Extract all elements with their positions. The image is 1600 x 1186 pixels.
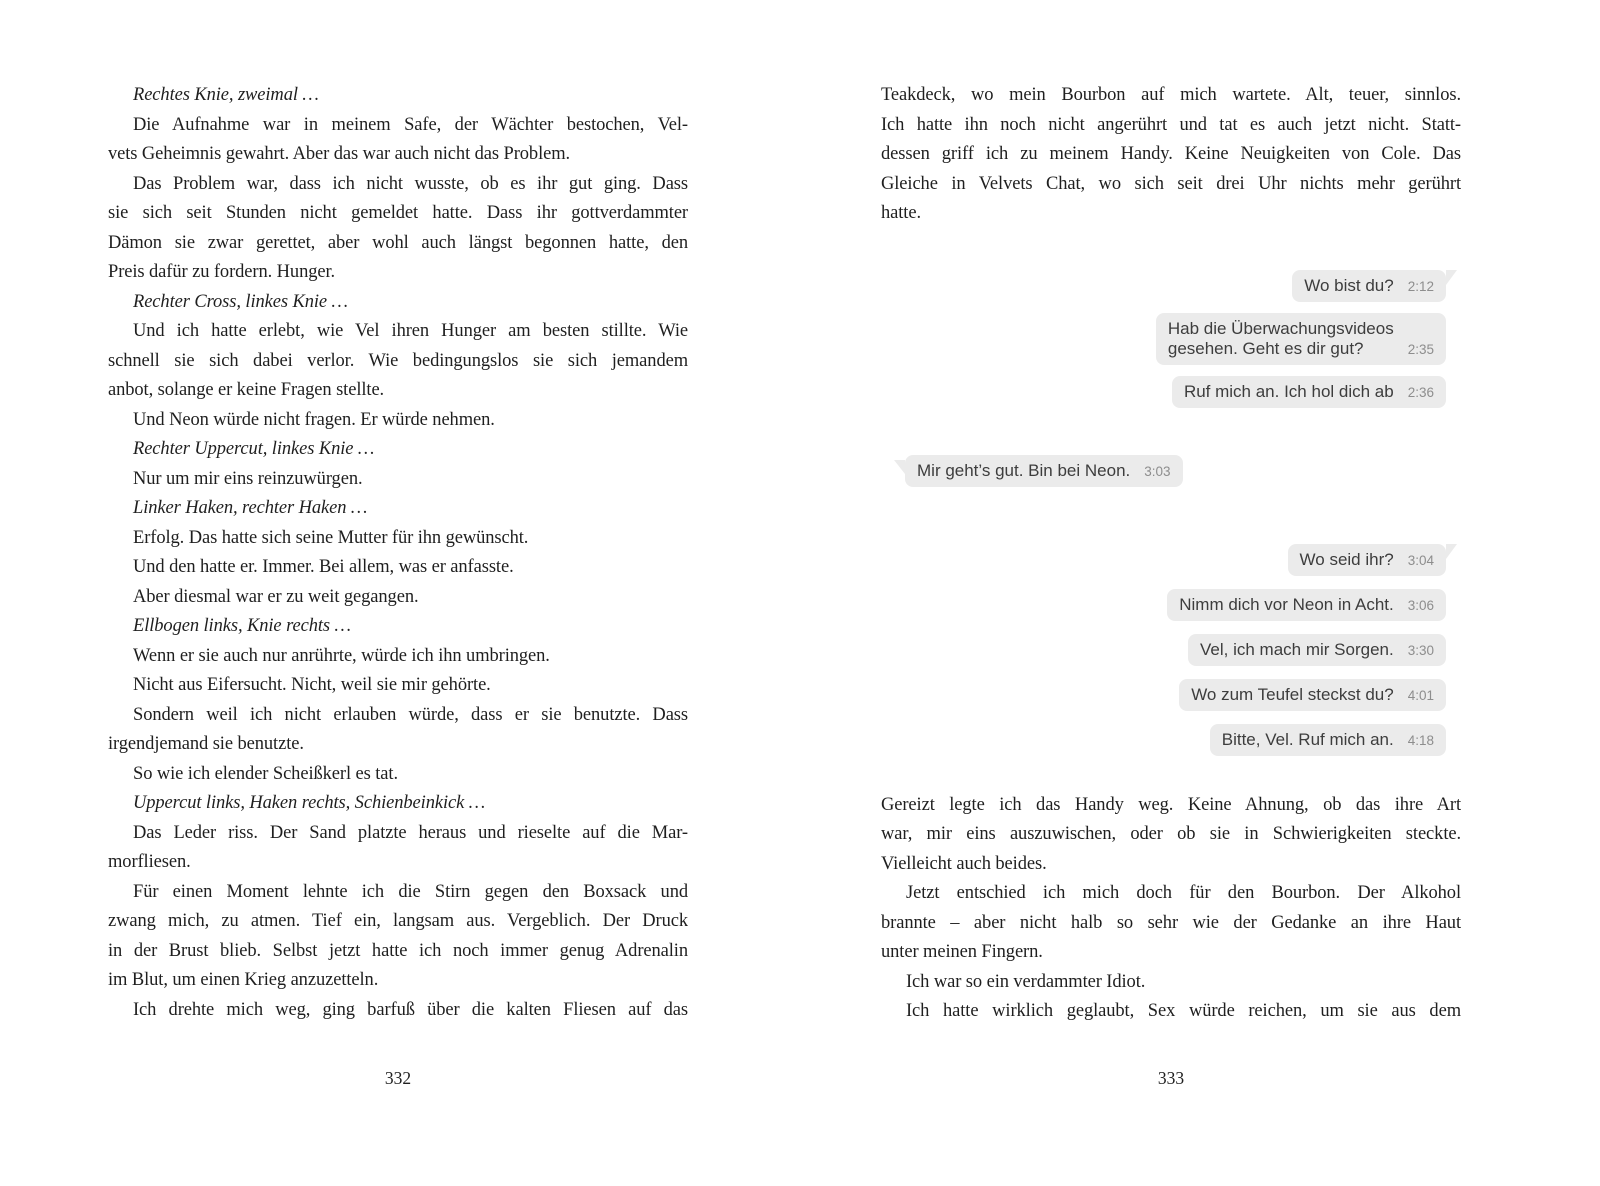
right-page-bottom-paragraphs <box>881 791 1461 1027</box>
chat-message-group <box>881 544 1461 756</box>
prose-line: Das Leder riss. Der Sand platzte heraus und rieselte auf die Mar- <box>133 822 688 843</box>
chat-message-time: 2:36 <box>1407 384 1434 400</box>
chat-bubble <box>905 455 1183 487</box>
prose-line: Rechter Cross, linkes Knie … <box>133 291 348 312</box>
chat-message-text: Ruf mich an. Ich hol dich ab <box>1183 381 1394 401</box>
prose-line: Teakdeck, wo mein Bourbon auf mich wartete. Alt, teuer, sinnlos. <box>881 85 1461 105</box>
prose-line: Uppercut links, Haken rechts, Schienbeinkick … <box>133 793 486 813</box>
chat-message-text: Bitte, Vel. Ruf mich an. <box>1221 729 1394 749</box>
prose-line: Jetzt entschied ich mich doch für den Bourbon. Der Alkohol <box>906 883 1461 903</box>
page-number-left: 332 <box>384 1068 412 1088</box>
chat-message-text: Wo zum Teufel steckst du? <box>1191 684 1394 704</box>
prose-line: brannte – aber nicht halb so sehr wie der Gedanke an ihre Haut <box>881 912 1461 933</box>
prose-line: Und den hatte er. Immer. Bei allem, was er anfasste. <box>133 557 514 577</box>
prose-line: Wenn er sie auch nur anrührte, würde ich ihn umbringen. <box>133 645 550 666</box>
prose-line: Und Neon würde nicht fragen. Er würde nehmen. <box>133 409 495 430</box>
prose-line: Sondern weil ich nicht erlauben würde, dass er sie benutzte. Dass <box>133 704 688 725</box>
prose-line: Ich hatte ihn noch nicht angerührt und tat es auch jetzt nicht. Statt- <box>881 114 1461 135</box>
prose-line: im Blut, um einen Krieg anzuzetteln. <box>108 970 379 990</box>
prose-line: Und ich hatte erlebt, wie Vel ihren Hunger am besten stillte. Wie <box>133 321 688 341</box>
prose-line: Gleiche in Velvets Chat, wo sich seit drei Uhr nichts mehr gerührt <box>881 173 1461 194</box>
prose-line: Nicht aus Eifersucht. Nicht, weil sie mir gehörte. <box>133 675 491 695</box>
prose-line: Ich hatte wirklich geglaubt, Sex würde reichen, um sie aus dem <box>906 1001 1461 1021</box>
chat-message-text: Vel, ich mach mir Sorgen. <box>1200 639 1394 659</box>
prose-line: irgendjemand sie benutzte. <box>108 734 304 754</box>
prose-line: Linker Haken, rechter Haken … <box>133 498 368 518</box>
chat-message-time: 2:12 <box>1407 278 1434 294</box>
prose-line: anbot, solange er keine Fragen stellte. <box>108 380 385 400</box>
chat-bubble <box>1288 544 1446 576</box>
prose-line: Rechtes Knie, zweimal … <box>133 85 319 105</box>
prose-line: Preis dafür zu fordern. Hunger. <box>108 262 336 282</box>
prose-line: morfliesen. <box>108 852 191 872</box>
left-page-text-block <box>108 81 688 1025</box>
chat-message-time: 2:35 <box>1407 341 1434 357</box>
page-number-right: 333 <box>1157 1068 1185 1088</box>
right-page-top-paragraphs <box>881 81 1461 229</box>
chat-bubble <box>1167 589 1446 621</box>
prose-line: Ich war so ein verdammter Idiot. <box>906 971 1146 992</box>
chat-message-time: 3:04 <box>1407 552 1434 568</box>
prose-line: schnell sie sich dabei verlor. Wie bedingungslos sie sich jemandem <box>108 350 688 371</box>
chat-bubble <box>1292 270 1446 302</box>
prose-line: Erfolg. Das hatte sich seine Mutter für ihn gewünscht. <box>133 527 529 548</box>
prose-line: Rechter Uppercut, linkes Knie … <box>133 439 375 459</box>
prose-line: Gereizt legte ich das Handy weg. Keine Ahnung, ob das ihre Art <box>881 794 1461 815</box>
prose-line: war, mir eins auszuwischen, oder ob sie in Schwierigkeiten steckte. <box>881 824 1461 844</box>
prose-line: vets Geheimnis gewahrt. Aber das war auch nicht das Problem. <box>108 144 571 164</box>
prose-line: Dämon sie zwar gerettet, aber wohl auch längst begonnen hatte, den <box>108 232 688 253</box>
chat-message-time: 4:18 <box>1407 732 1434 748</box>
prose-line: in der Brust blieb. Selbst jetzt hatte ich noch immer genug Adrenalin <box>108 940 688 961</box>
prose-line: Aber diesmal war er zu weit gegangen. <box>133 586 419 607</box>
chat-message-time: 3:06 <box>1407 597 1434 613</box>
right-page-text-block <box>881 81 1461 1027</box>
prose-line: Ich drehte mich weg, ging barfuß über die kalten Fliesen auf das <box>133 999 688 1020</box>
prose-line: Ellbogen links, Knie rechts … <box>133 616 351 636</box>
prose-line: Das Problem war, dass ich nicht wusste, ob es ihr gut ging. Dass <box>133 173 688 194</box>
chat-message-text: Nimm dich vor Neon in Acht. <box>1179 594 1394 614</box>
prose-line: hatte. <box>881 203 921 223</box>
prose-line: sie sich seit Stunden nicht gemeldet hatte. Dass ihr gottverdammter <box>108 203 688 223</box>
chat-message-text: Wo seid ihr? <box>1299 549 1394 569</box>
chat-message-group <box>881 455 1461 487</box>
chat-bubble <box>1188 634 1446 666</box>
prose-line: zwang mich, zu atmen. Tief ein, langsam aus. Vergeblich. Der Druck <box>108 911 688 931</box>
prose-line: So wie ich elender Scheißkerl es tat. <box>133 763 398 784</box>
prose-line: unter meinen Fingern. <box>881 942 1043 962</box>
chat-message-time: 4:01 <box>1407 687 1434 703</box>
chat-message-group <box>881 270 1461 408</box>
chat-conversation <box>881 270 1461 756</box>
prose-line: Für einen Moment lehnte ich die Stirn gegen den Boxsack und <box>133 881 688 902</box>
prose-line: Nur um mir eins reinzuwürgen. <box>133 468 363 489</box>
prose-line: dessen griff ich zu meinem Handy. Keine Neuigkeiten von Cole. Das <box>881 144 1461 164</box>
chat-bubble <box>1179 679 1446 711</box>
chat-bubble <box>1156 313 1446 365</box>
chat-message-time: 3:03 <box>1144 463 1171 479</box>
chat-bubble <box>1172 376 1446 408</box>
chat-message-time: 3:30 <box>1407 642 1434 658</box>
prose-line: Vielleicht auch beides. <box>881 853 1047 874</box>
chat-message-text: Mir geht’s gut. Bin bei Neon. <box>917 460 1131 480</box>
prose-line: Die Aufnahme war in meinem Safe, der Wächter bestochen, Vel- <box>133 114 688 135</box>
chat-message-text: Wo bist du? <box>1304 275 1394 295</box>
chat-message-text: Hab die Überwachungsvideos gesehen. Geht es dir gut? <box>1167 318 1394 358</box>
chat-bubble <box>1210 724 1446 756</box>
